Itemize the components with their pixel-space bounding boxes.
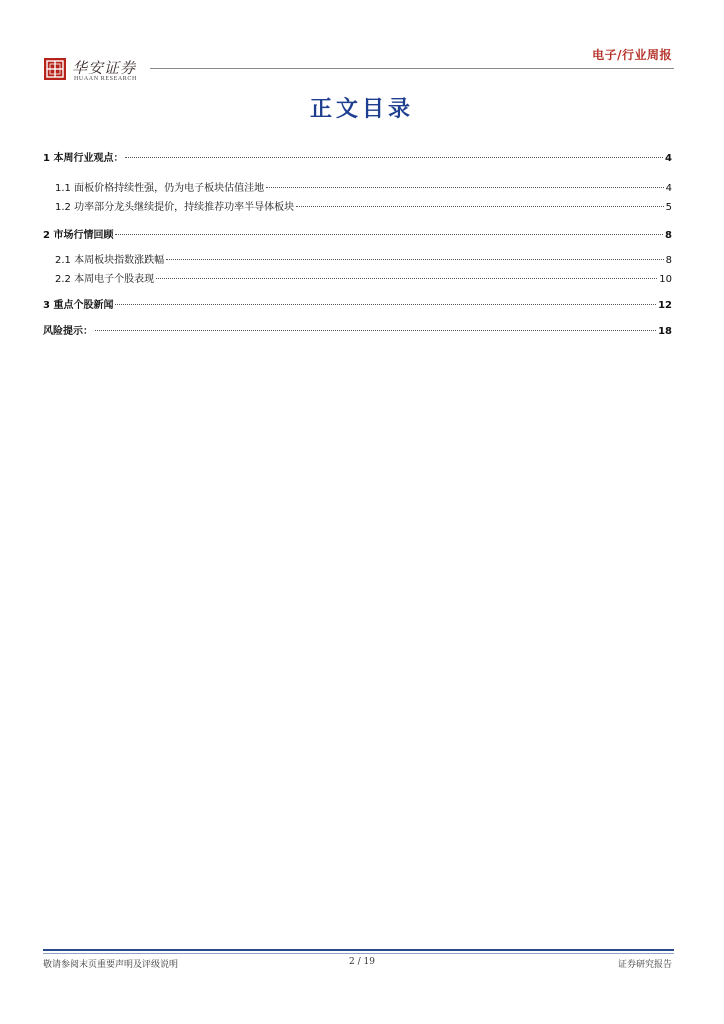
footer-disclaimer: 敬请参阅末页重要声明及评级说明 [43,960,179,970]
report-section-label: 电子/行业周报 [592,48,672,62]
footer-report-type: 证券研究报告 [617,960,672,970]
toc-entry-text: 1.2 功率部分龙头继续提价，持续推荐功率半导体板块 [55,202,295,213]
toc-entry-2[interactable] [43,229,672,243]
toc-leader-dots [115,304,656,305]
toc-entry-text: 1.1 面板价格持续性强，仍为电子板块估值洼地 [55,183,265,194]
company-logo [44,56,154,86]
toc-leader-dots [95,330,656,331]
logo-seal-icon [44,58,66,80]
toc-entry-text: 风险提示： [43,326,93,337]
toc-leader-dots [156,278,657,279]
toc-entry-text: 2.2 本周电子个股表现 [55,274,155,285]
logo-chinese-name: 华安证券 [72,59,137,77]
toc-entry-2-1[interactable] [43,254,672,268]
toc-entry-text: 1 本周行业观点： [43,153,124,164]
toc-page-number: 4 [665,153,672,164]
toc-entry-text: 2 市场行情回顾 [43,230,114,241]
toc-leader-dots [115,234,663,235]
toc-page-number: 8 [665,230,672,241]
page-number: 2 / 19 [349,957,375,967]
toc-leader-dots [166,259,664,260]
toc-leader-dots [266,187,664,188]
toc-page-number: 12 [658,300,672,311]
toc-page-number: 10 [659,274,672,285]
toc-entry-1-2[interactable] [43,201,672,215]
toc-entry-3[interactable] [43,299,672,313]
toc-page-number: 5 [665,202,672,213]
toc-leader-dots [296,206,664,207]
toc-entry-text: 3 重点个股新闻 [43,300,114,311]
footer-divider [43,949,674,951]
toc-entry-1[interactable] [43,152,672,166]
toc-page-number: 8 [665,255,672,266]
toc-leader-dots [125,157,663,158]
toc-page-number: 18 [658,326,672,337]
header-divider [150,68,674,69]
toc-entry-risk[interactable] [43,325,672,339]
toc-entry-1-1[interactable] [43,182,672,196]
toc-entry-text: 2.1 本周板块指数涨跌幅 [55,255,165,266]
toc-page-number: 4 [665,183,672,194]
footer-divider-thin [43,953,674,954]
page-title: 正文目录 [309,97,414,122]
toc-entry-2-2[interactable] [43,273,672,287]
logo-english-name: HUAAN RESEARCH [74,76,137,82]
